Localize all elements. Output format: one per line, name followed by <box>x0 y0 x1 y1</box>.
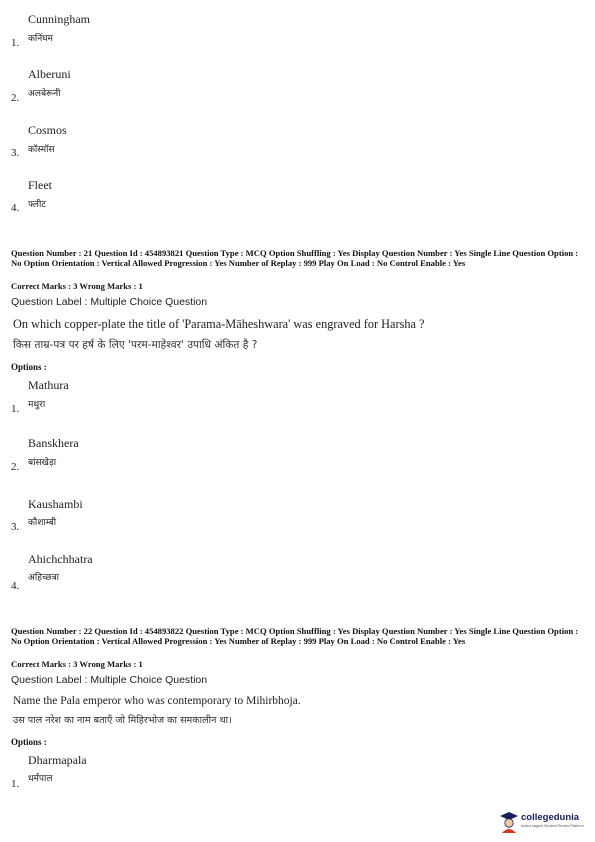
option-text-hi: बांसखेड़ा <box>28 458 57 468</box>
question-text-en: Name the Pala emperor who was contemporary to Mihirbhoja. <box>13 695 301 707</box>
question-marks: Correct Marks : 3 Wrong Marks : 1 <box>11 281 143 291</box>
option-text-en: Cosmos <box>28 123 67 137</box>
option-number: 1. <box>11 778 20 790</box>
option-text-hi: कॉस्मॉस <box>28 145 55 155</box>
option-text-en: Ahichchhatra <box>28 552 93 566</box>
graduate-mascot-icon <box>499 811 519 833</box>
option-text-hi: मथुरा <box>28 400 46 410</box>
option-number: 4. <box>11 580 20 592</box>
options-label: Options : <box>11 737 47 747</box>
question-meta: Question Number : 22 Question Id : 454893822 Question Type : MCQ Option Shuffling : Yes Display Question Number : Yes Single Line Question Option : No Option Orientation : Vertical Allowed Progression : Yes Number of Replay : 999 Play On Load : No Control Enable : Yes <box>11 626 579 646</box>
option-text-en: Mathura <box>28 378 69 392</box>
option-number: 2. <box>11 92 20 104</box>
option-number: 3. <box>11 521 20 533</box>
option-number: 2. <box>11 461 20 473</box>
question-text-hi: किस ताम्र-पत्र पर हर्ष के लिए 'परम-माहेश्वर' उपाधि अंकित है ? <box>13 339 258 351</box>
option-number: 4. <box>11 202 20 214</box>
question-marks: Correct Marks : 3 Wrong Marks : 1 <box>11 659 143 669</box>
option-number: 1. <box>11 37 20 49</box>
question-label: Question Label : Multiple Choice Question <box>11 674 208 686</box>
question-text-hi: उस पाल नरेश का नाम बताएँ जो मिहिरभोज का समकालीन था। <box>13 715 232 726</box>
option-text-hi: फ्लीट <box>28 200 46 210</box>
question-meta: Question Number : 21 Question Id : 454893821 Question Type : MCQ Option Shuffling : Yes Display Question Number : Yes Single Line Question Option : No Option Orientation : Vertical Allowed Progression : Yes Number of Replay : 999 Play On Load : No Control Enable : Yes <box>11 248 579 268</box>
option-text-en: Kaushambi <box>28 497 83 511</box>
option-text-hi: धर्मपाल <box>28 774 53 784</box>
logo-tagline: India's largest Student Review Platform <box>521 824 584 828</box>
option-text-hi: अलबेरूनी <box>28 89 61 99</box>
collegedunia-logo <box>499 808 585 836</box>
option-text-en: Alberuni <box>28 67 71 81</box>
option-text-en: Cunningham <box>28 12 90 26</box>
question-label: Question Label : Multiple Choice Question <box>11 296 208 308</box>
option-number: 3. <box>11 147 20 159</box>
option-text-hi: कनिंघम <box>28 34 53 44</box>
option-text-en: Fleet <box>28 178 52 192</box>
option-number: 1. <box>11 403 20 415</box>
option-text-en: Dharmapala <box>28 753 87 767</box>
options-label: Options : <box>11 362 47 372</box>
option-text-en: Banskhera <box>28 436 79 450</box>
logo-text: collegedunia <box>521 812 580 823</box>
option-text-hi: अहिच्छत्रा <box>28 573 59 583</box>
question-text-en: On which copper-plate the title of 'Parama-Māheshwara' was engraved for Harsha ? <box>13 317 425 331</box>
option-text-hi: कौशाम्बी <box>28 518 57 528</box>
